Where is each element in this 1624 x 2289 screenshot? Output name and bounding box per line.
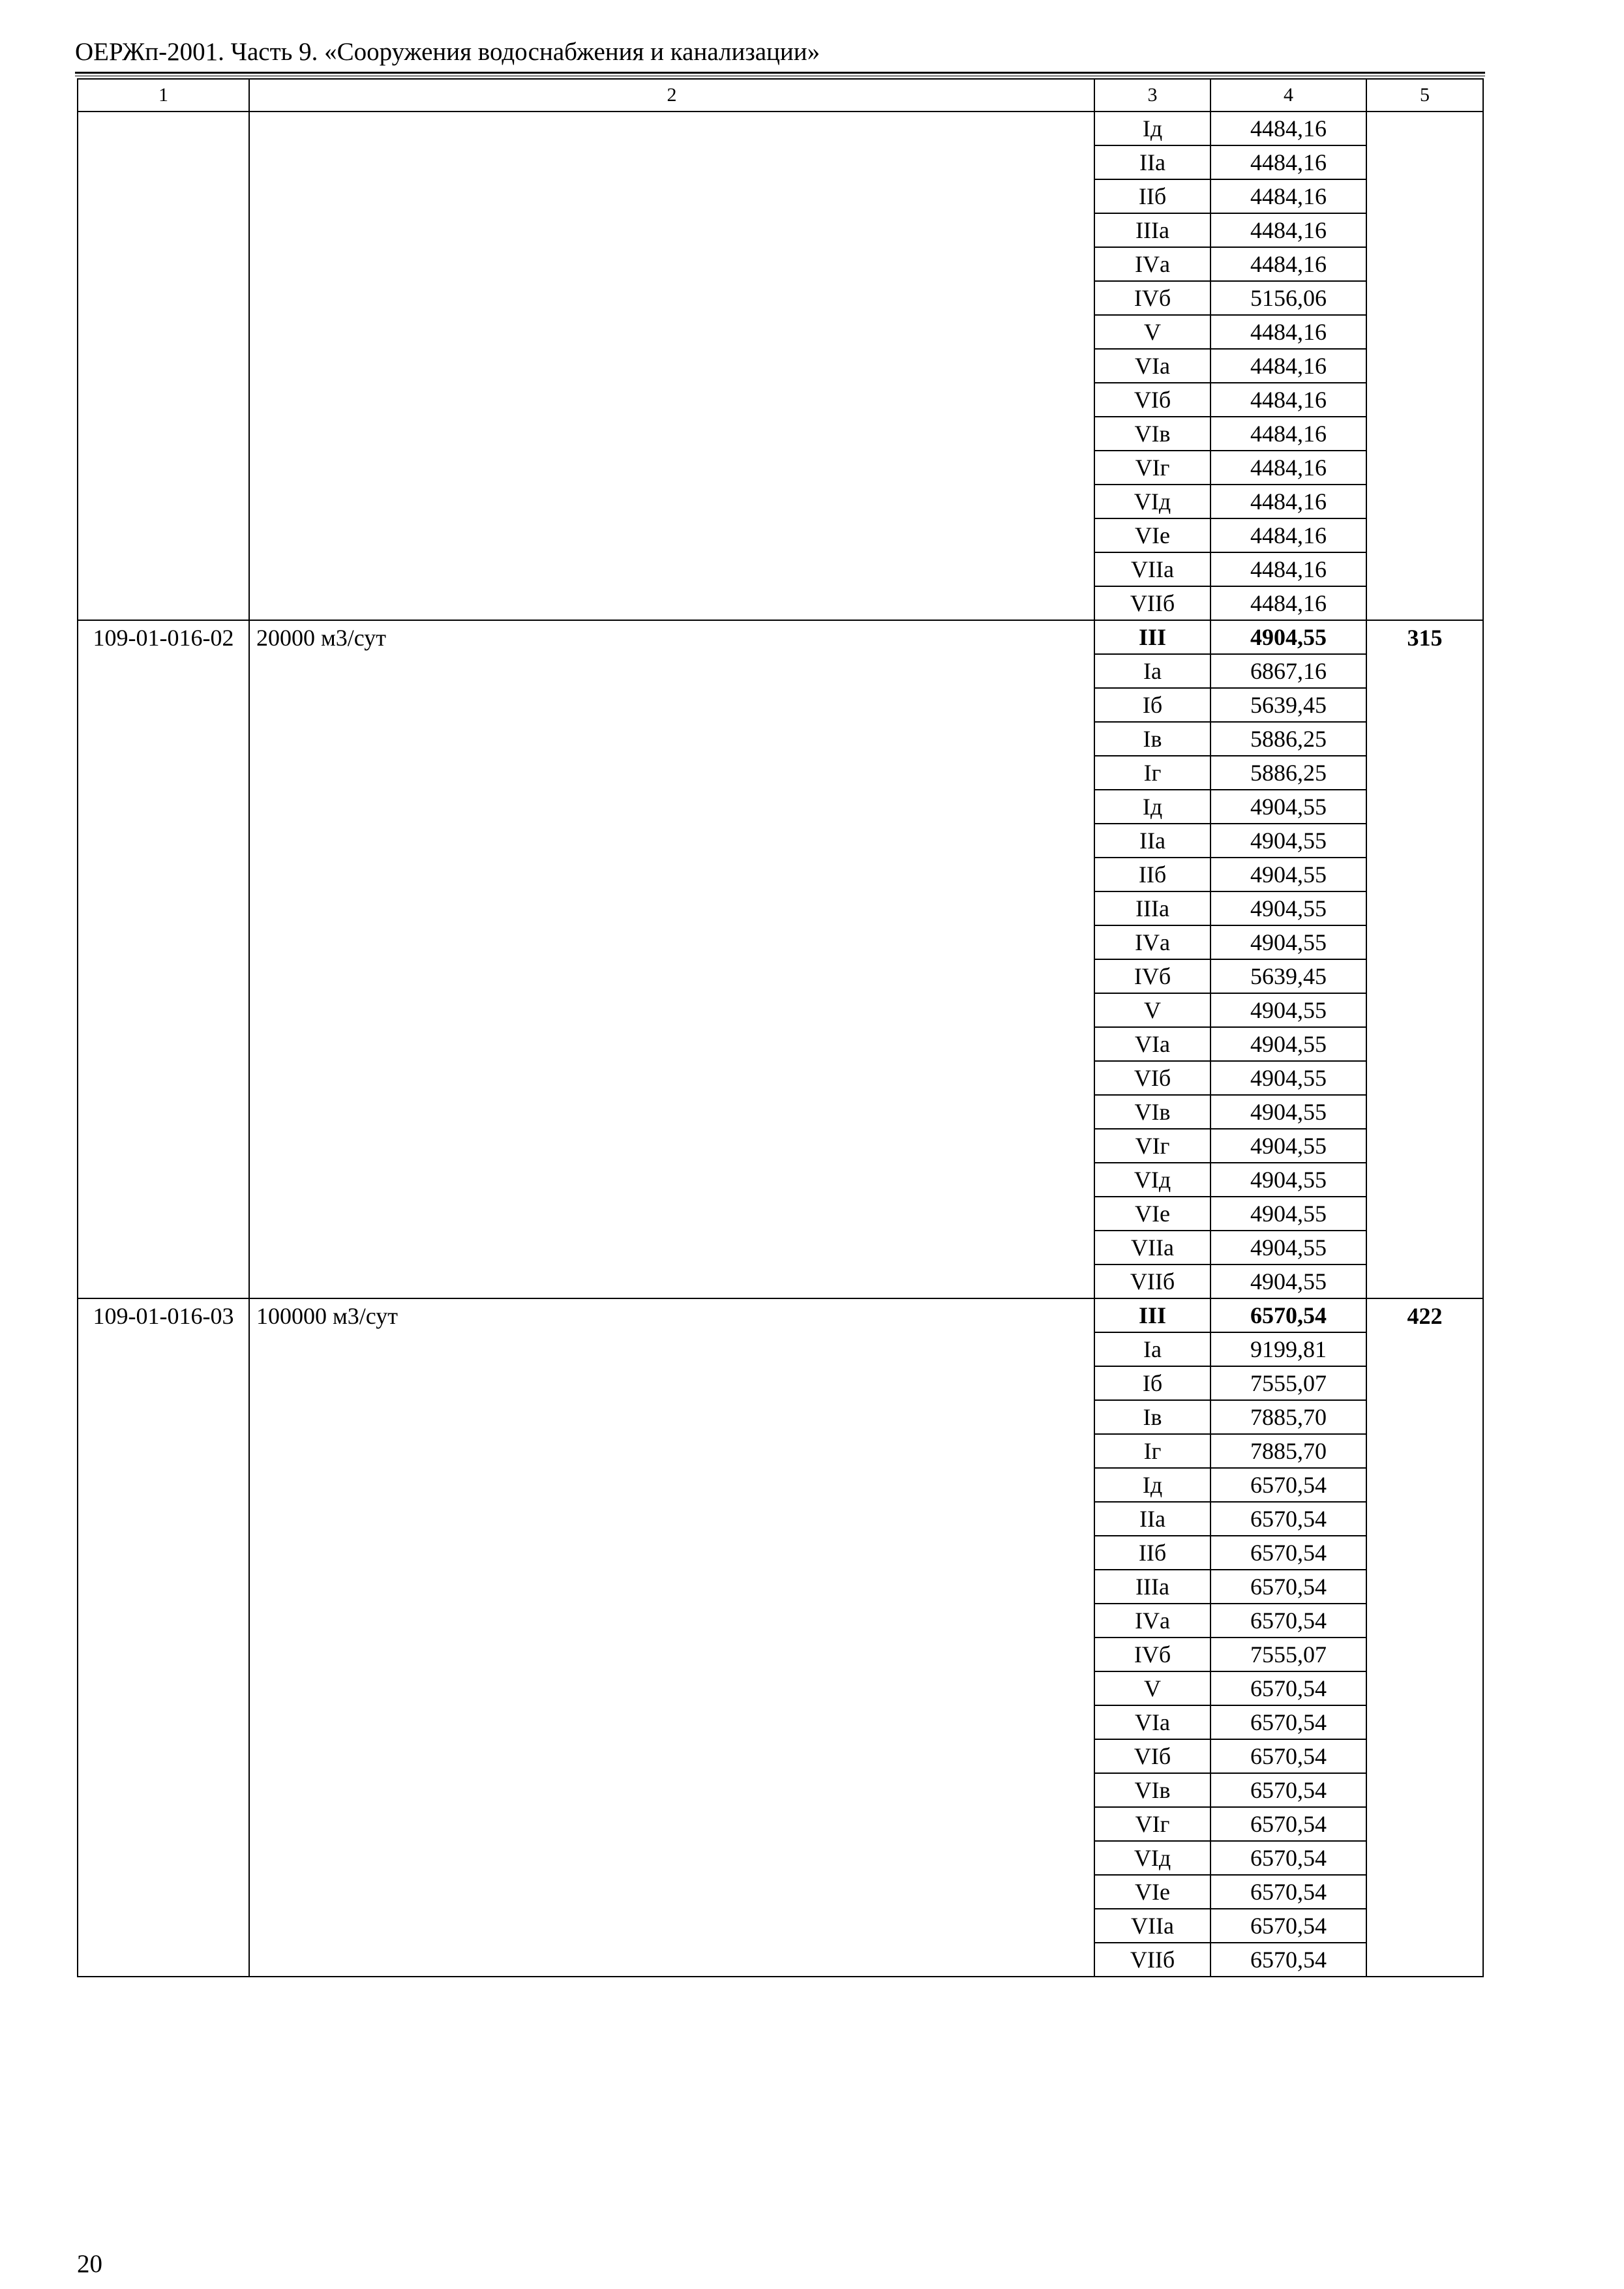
price-cell: 6570,54 bbox=[1210, 1671, 1366, 1705]
region-cell: IIIа bbox=[1094, 891, 1210, 925]
price-cell: 7555,07 bbox=[1210, 1638, 1366, 1671]
price-cell: 4904,55 bbox=[1210, 993, 1366, 1027]
region-cell: III bbox=[1094, 620, 1210, 654]
price-table bbox=[77, 78, 1484, 1977]
price-cell: 6867,16 bbox=[1210, 654, 1366, 688]
price-cell: 6570,54 bbox=[1210, 1468, 1366, 1502]
region-cell: VIд bbox=[1094, 1841, 1210, 1875]
price-cell: 4484,16 bbox=[1210, 213, 1366, 247]
region-cell: VIг bbox=[1094, 1129, 1210, 1163]
item-description-cell: 100000 м3/сут bbox=[249, 1298, 1094, 1977]
region-cell: IVб bbox=[1094, 1638, 1210, 1671]
region-cell: Iв bbox=[1094, 722, 1210, 756]
column-number: 3 bbox=[1094, 79, 1210, 112]
region-cell: V bbox=[1094, 1671, 1210, 1705]
price-cell: 6570,54 bbox=[1210, 1604, 1366, 1638]
price-cell: 5156,06 bbox=[1210, 281, 1366, 315]
region-cell: IIа bbox=[1094, 1502, 1210, 1536]
price-cell: 4484,16 bbox=[1210, 518, 1366, 552]
price-cell: 9199,81 bbox=[1210, 1332, 1366, 1366]
table-row bbox=[78, 112, 1483, 145]
region-cell: Iд bbox=[1094, 790, 1210, 824]
price-cell: 4904,55 bbox=[1210, 1129, 1366, 1163]
region-cell: IIIа bbox=[1094, 213, 1210, 247]
region-cell: VIа bbox=[1094, 1027, 1210, 1061]
region-cell: Iб bbox=[1094, 688, 1210, 722]
price-cell: 7555,07 bbox=[1210, 1366, 1366, 1400]
column-number: 2 bbox=[249, 79, 1094, 112]
price-cell: 5639,45 bbox=[1210, 959, 1366, 993]
price-cell: 6570,54 bbox=[1210, 1739, 1366, 1773]
region-cell: VIб bbox=[1094, 1739, 1210, 1773]
region-cell: Iа bbox=[1094, 654, 1210, 688]
region-cell: V bbox=[1094, 993, 1210, 1027]
region-cell: VIг bbox=[1094, 1807, 1210, 1841]
price-cell: 6570,54 bbox=[1210, 1705, 1366, 1739]
price-cell: 6570,54 bbox=[1210, 1909, 1366, 1943]
norm-cell bbox=[1366, 112, 1483, 620]
region-cell: VIа bbox=[1094, 349, 1210, 383]
price-cell: 4904,55 bbox=[1210, 1231, 1366, 1264]
page-number: 20 bbox=[77, 2250, 102, 2278]
region-cell: IVб bbox=[1094, 281, 1210, 315]
price-cell: 4904,55 bbox=[1210, 925, 1366, 959]
price-cell: 4484,16 bbox=[1210, 552, 1366, 586]
price-cell: 6570,54 bbox=[1210, 1570, 1366, 1604]
region-cell: Iд bbox=[1094, 1468, 1210, 1502]
norm-cell: 422 bbox=[1366, 1298, 1483, 1977]
price-cell: 6570,54 bbox=[1210, 1773, 1366, 1807]
region-cell: VIIа bbox=[1094, 1231, 1210, 1264]
column-number: 1 bbox=[78, 79, 249, 112]
item-description-cell bbox=[249, 112, 1094, 620]
region-cell: VIб bbox=[1094, 1061, 1210, 1095]
region-cell: IIб bbox=[1094, 179, 1210, 213]
price-cell: 4484,16 bbox=[1210, 112, 1366, 145]
page-header-title: ОЕРЖп-2001. Часть 9. «Сооружения водоснабжения и канализации» bbox=[75, 38, 820, 66]
price-cell: 4904,55 bbox=[1210, 1095, 1366, 1129]
price-cell: 4904,55 bbox=[1210, 790, 1366, 824]
region-cell: V bbox=[1094, 315, 1210, 349]
region-cell: IIб bbox=[1094, 1536, 1210, 1570]
region-cell: IIа bbox=[1094, 145, 1210, 179]
region-cell: Iг bbox=[1094, 756, 1210, 790]
item-code-cell: 109-01-016-02 bbox=[78, 620, 249, 1298]
price-cell: 4484,16 bbox=[1210, 179, 1366, 213]
price-cell: 4904,55 bbox=[1210, 1197, 1366, 1231]
price-cell: 7885,70 bbox=[1210, 1434, 1366, 1468]
price-cell: 4904,55 bbox=[1210, 824, 1366, 858]
region-cell: VIе bbox=[1094, 1875, 1210, 1909]
region-cell: VIб bbox=[1094, 383, 1210, 417]
item-code-cell bbox=[78, 112, 249, 620]
price-cell: 4484,16 bbox=[1210, 451, 1366, 485]
item-description-cell: 20000 м3/сут bbox=[249, 620, 1094, 1298]
price-cell: 4484,16 bbox=[1210, 383, 1366, 417]
price-table-body bbox=[78, 79, 1483, 1977]
price-cell: 4904,55 bbox=[1210, 1027, 1366, 1061]
price-cell: 6570,54 bbox=[1210, 1943, 1366, 1977]
region-cell: Iа bbox=[1094, 1332, 1210, 1366]
price-cell: 6570,54 bbox=[1210, 1841, 1366, 1875]
price-cell: 6570,54 bbox=[1210, 1875, 1366, 1909]
region-cell: III bbox=[1094, 1298, 1210, 1332]
price-cell: 4484,16 bbox=[1210, 586, 1366, 620]
table-row bbox=[78, 620, 1483, 654]
region-cell: VIв bbox=[1094, 1095, 1210, 1129]
region-cell: Iд bbox=[1094, 112, 1210, 145]
column-number-row bbox=[78, 79, 1483, 112]
region-cell: VIе bbox=[1094, 518, 1210, 552]
region-cell: VIв bbox=[1094, 1773, 1210, 1807]
price-cell: 4904,55 bbox=[1210, 1264, 1366, 1298]
price-cell: 7885,70 bbox=[1210, 1400, 1366, 1434]
region-cell: VIв bbox=[1094, 417, 1210, 451]
region-cell: VIIб bbox=[1094, 1943, 1210, 1977]
price-cell: 5886,25 bbox=[1210, 756, 1366, 790]
region-cell: VIг bbox=[1094, 451, 1210, 485]
region-cell: VIIб bbox=[1094, 1264, 1210, 1298]
price-cell: 5639,45 bbox=[1210, 688, 1366, 722]
price-cell: 6570,54 bbox=[1210, 1502, 1366, 1536]
region-cell: IIа bbox=[1094, 824, 1210, 858]
price-cell: 6570,54 bbox=[1210, 1536, 1366, 1570]
region-cell: IVб bbox=[1094, 959, 1210, 993]
region-cell: VIд bbox=[1094, 1163, 1210, 1197]
price-cell: 5886,25 bbox=[1210, 722, 1366, 756]
region-cell: VIа bbox=[1094, 1705, 1210, 1739]
region-cell: VIIб bbox=[1094, 586, 1210, 620]
price-cell: 4904,55 bbox=[1210, 1163, 1366, 1197]
price-cell: 6570,54 bbox=[1210, 1807, 1366, 1841]
region-cell: Iв bbox=[1094, 1400, 1210, 1434]
price-cell: 4484,16 bbox=[1210, 145, 1366, 179]
region-cell: VIе bbox=[1094, 1197, 1210, 1231]
price-cell: 4904,55 bbox=[1210, 858, 1366, 891]
price-cell: 4904,55 bbox=[1210, 891, 1366, 925]
table-row bbox=[78, 1298, 1483, 1332]
price-cell: 6570,54 bbox=[1210, 1298, 1366, 1332]
price-cell: 4484,16 bbox=[1210, 349, 1366, 383]
header-rule bbox=[75, 72, 1485, 74]
region-cell: Iб bbox=[1094, 1366, 1210, 1400]
norm-cell: 315 bbox=[1366, 620, 1483, 1298]
region-cell: IIб bbox=[1094, 858, 1210, 891]
region-cell: IIIа bbox=[1094, 1570, 1210, 1604]
region-cell: IVа bbox=[1094, 247, 1210, 281]
price-cell: 4484,16 bbox=[1210, 315, 1366, 349]
region-cell: VIд bbox=[1094, 485, 1210, 518]
region-cell: IVа bbox=[1094, 1604, 1210, 1638]
column-number: 4 bbox=[1210, 79, 1366, 112]
price-cell: 4484,16 bbox=[1210, 247, 1366, 281]
region-cell: VIIа bbox=[1094, 1909, 1210, 1943]
price-cell: 4904,55 bbox=[1210, 620, 1366, 654]
column-number: 5 bbox=[1366, 79, 1483, 112]
price-cell: 4484,16 bbox=[1210, 485, 1366, 518]
price-cell: 4904,55 bbox=[1210, 1061, 1366, 1095]
region-cell: Iг bbox=[1094, 1434, 1210, 1468]
region-cell: VIIа bbox=[1094, 552, 1210, 586]
region-cell: IVа bbox=[1094, 925, 1210, 959]
item-code-cell: 109-01-016-03 bbox=[78, 1298, 249, 1977]
price-cell: 4484,16 bbox=[1210, 417, 1366, 451]
